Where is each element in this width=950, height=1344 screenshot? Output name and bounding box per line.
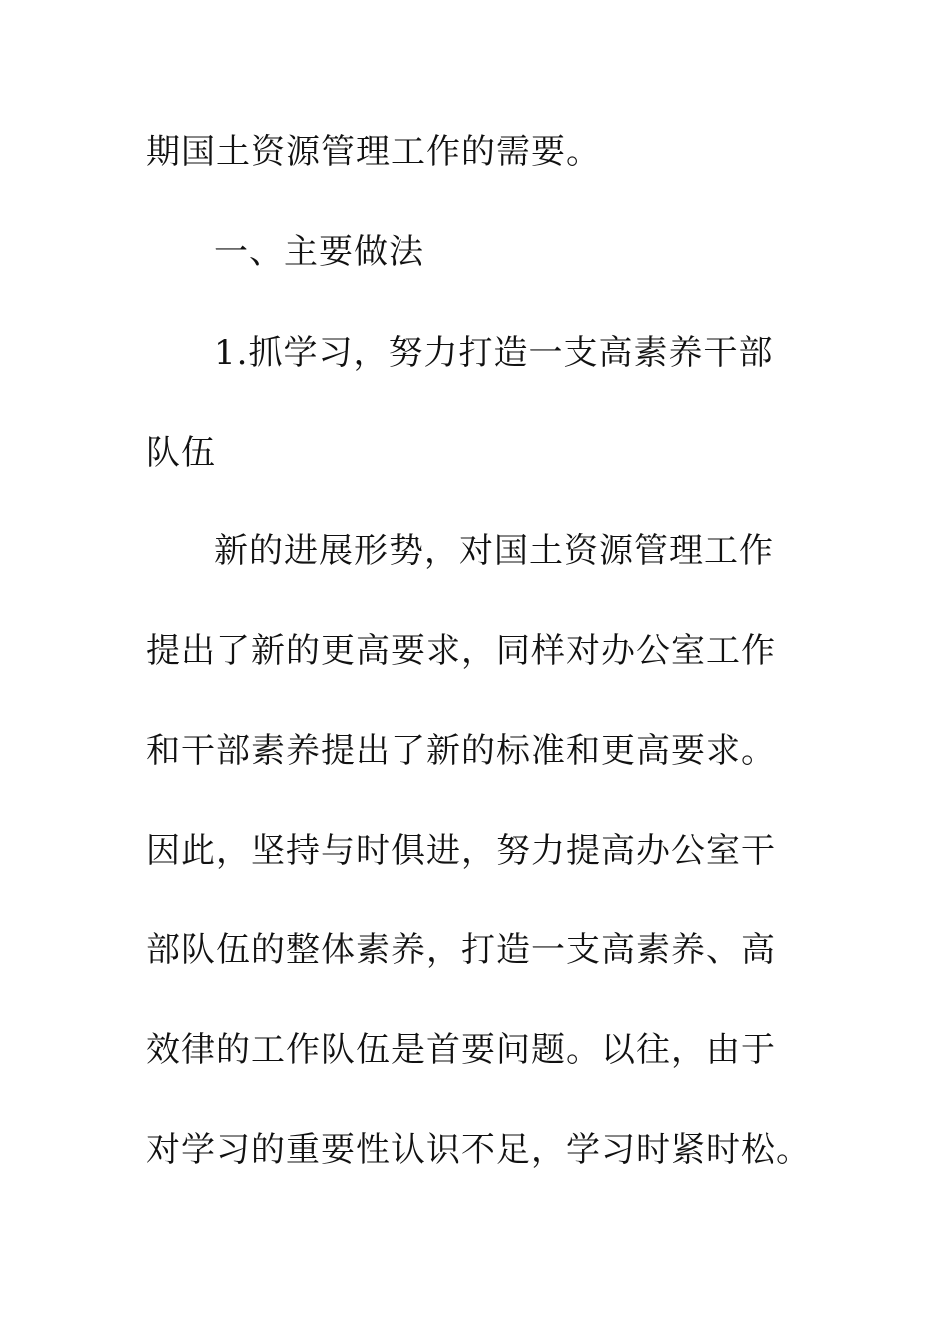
text-line: 期国土资源管理工作的需要。 <box>146 132 601 172</box>
section-heading: 一、主要做法 <box>214 232 424 272</box>
text-line: 提出了新的更高要求，同样对办公室工作 <box>146 631 776 671</box>
subsection-heading-continued: 队伍 <box>146 433 216 473</box>
text-line: 部队伍的整体素养，打造一支高素养、高 <box>146 930 776 970</box>
text-line: 和干部素养提出了新的标准和更高要求。 <box>146 731 776 771</box>
subsection-heading: 1.抓学习，努力打造一支高素养干部 <box>214 333 774 373</box>
text-line: 因此，坚持与时俱进，努力提高办公室干 <box>146 831 776 871</box>
text-line: 对学习的重要性认识不足，学习时紧时松。 <box>146 1130 811 1170</box>
text-line: 效律的工作队伍是首要问题。以往，由于 <box>146 1030 776 1070</box>
text-line: 新的进展形势，对国土资源管理工作 <box>214 531 774 571</box>
